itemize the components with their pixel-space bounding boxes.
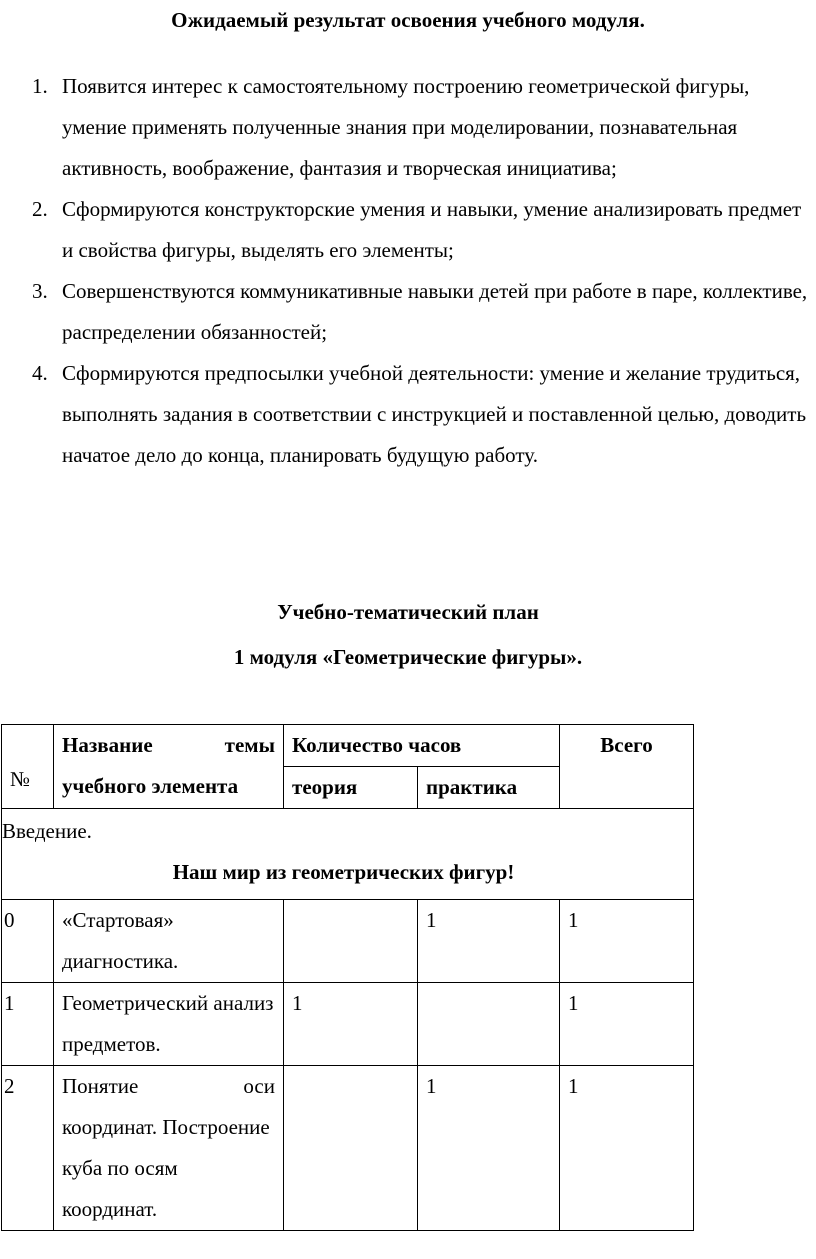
row-total: 1 (560, 1066, 694, 1231)
plan-table (1, 724, 694, 1231)
header-topic-line2: учебного элемента (62, 774, 239, 798)
table-header-row (2, 725, 694, 767)
header-topic-word1: Название (62, 733, 153, 757)
row-topic: Геометрический анализ предметов. (54, 983, 284, 1066)
list-item-text: Сформируются конструкторские умения и навыки, умение анализировать предмет и свойства фигуры, выделять его элементы; (62, 197, 802, 262)
list-item (0, 189, 816, 271)
header-hours: Количество часов (284, 725, 560, 767)
header-total: Всего (560, 725, 694, 809)
plan-title-line2: 1 модуля «Геометрические фигуры». (233, 645, 583, 669)
list-item-number: 3. (32, 279, 48, 303)
expected-results-title: Ожидаемый результат освоения учебного модуля. (171, 8, 645, 32)
row-theory (284, 1066, 418, 1231)
row-topic-word1: Понятие (62, 1074, 139, 1098)
row-practice (418, 983, 560, 1066)
row-total: 1 (560, 900, 694, 983)
header-theory: теория (284, 767, 418, 809)
row-topic-rest: координат. Построение куба по осям координат. (62, 1115, 270, 1221)
row-number: 1 (2, 983, 54, 1066)
row-theory (284, 900, 418, 983)
table-row (2, 1066, 694, 1231)
list-item-text: Совершенствуются коммуникативные навыки детей при работе в паре, коллективе, распределении обязанностей; (62, 279, 808, 344)
plan-title-line1: Учебно-тематический план (277, 600, 539, 624)
table-row (2, 983, 694, 1066)
row-practice: 1 (418, 1066, 560, 1231)
row-theory: 1 (284, 983, 418, 1066)
list-item (0, 271, 816, 353)
list-item-number: 2. (32, 197, 48, 221)
row-number: 2 (2, 1066, 54, 1231)
header-topic (54, 725, 284, 809)
section-cell (2, 809, 694, 900)
header-number (2, 725, 54, 809)
row-number: 0 (2, 900, 54, 983)
section-title: Наш мир из геометрических фигур! (172, 860, 515, 884)
row-topic-word2: оси (243, 1074, 275, 1098)
header-number-label: № (10, 767, 31, 791)
table-row (2, 900, 694, 983)
list-item (0, 66, 816, 189)
row-topic: «Стартовая» диагностика. (54, 900, 284, 983)
list-item-number: 4. (32, 361, 48, 385)
list-item (0, 353, 816, 476)
section-row (2, 809, 694, 900)
section-intro: Введение. (2, 819, 92, 843)
header-topic-word2: темы (224, 733, 275, 757)
row-practice: 1 (418, 900, 560, 983)
row-total: 1 (560, 983, 694, 1066)
list-item-text: Появится интерес к самостоятельному построению геометрической фигуры, умение применять полученные знания при моделировании, познавательная активность, воображение, фантазия и творческая инициатива; (62, 74, 750, 180)
list-item-text: Сформируются предпосылки учебной деятельности: умение и желание трудиться, выполнять задания в соответствии с инструкцией и поставленной целью, доводить начатое дело до конца, планировать будущую работу. (62, 361, 807, 467)
header-practice: практика (418, 767, 560, 809)
list-item-number: 1. (32, 74, 48, 98)
expected-results-list (0, 66, 816, 476)
row-topic (54, 1066, 284, 1231)
